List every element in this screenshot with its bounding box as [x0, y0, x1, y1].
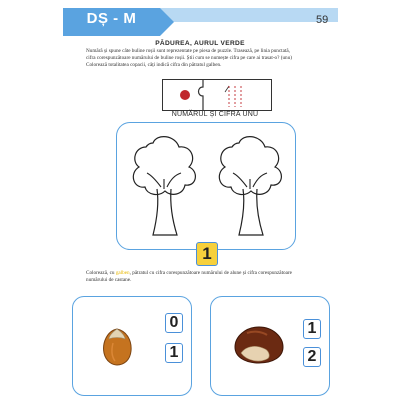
trees-panel: [116, 122, 296, 250]
instruction-line-1: Numără și spune câte buline roșii sunt reprezentate pe piesa de puzzle. Trasează, pe linia punctată,: [86, 48, 290, 54]
chestnut-icon: [231, 323, 287, 365]
instruction-line-2: cifra corespunzătoare numărului de buline roșii. Știi cum se numește cifra pe care ai trasat-o? (unu): [86, 55, 292, 62]
digit-tile-1[interactable]: 1: [303, 319, 321, 339]
digit-tile-2[interactable]: 2: [303, 347, 321, 367]
yellow-digit-square: 1: [196, 242, 218, 266]
digit-tile-0[interactable]: 0: [165, 313, 183, 333]
digit-tile-1[interactable]: 1: [165, 343, 183, 363]
red-dot-icon: [180, 90, 190, 100]
section-tab-label: DȘ - M: [86, 10, 137, 27]
instruction-paragraph: [86, 48, 336, 70]
instruction2-line-1: [86, 270, 336, 277]
tree-outline-icon[interactable]: [133, 137, 195, 235]
puzzle-drawing: [163, 80, 271, 110]
instruction-line-3: Colorează totalitatea copacii, câți indică cifra din pătratul galben.: [86, 62, 222, 69]
trace-stroke: [225, 86, 229, 92]
lesson-title: PĂDUREA, AURUL VERDE: [155, 40, 245, 47]
puzzle-piece: [162, 79, 272, 111]
instruction2-post: , pătratul cu cifra corespunzătoare numărului de alune și cifra corespunzătoare: [129, 270, 292, 276]
trees-drawing: [117, 123, 295, 249]
instruction-paragraph-2: [86, 270, 336, 284]
page-number: 59: [316, 14, 329, 26]
chestnut-panel: [210, 296, 330, 396]
number-label: NUMĂRUL ȘI CIFRA UNU: [171, 111, 259, 118]
tree-outline-icon[interactable]: [219, 137, 281, 235]
instruction2-pre: Colorează, cu: [86, 270, 116, 276]
hazelnut-panel: [72, 296, 192, 396]
hazelnut-icon: [99, 325, 135, 367]
highlight-word: galben: [115, 270, 130, 276]
instruction2-line-2: numărului de castane.: [86, 277, 132, 284]
puzzle-connector-icon: [199, 80, 204, 110]
